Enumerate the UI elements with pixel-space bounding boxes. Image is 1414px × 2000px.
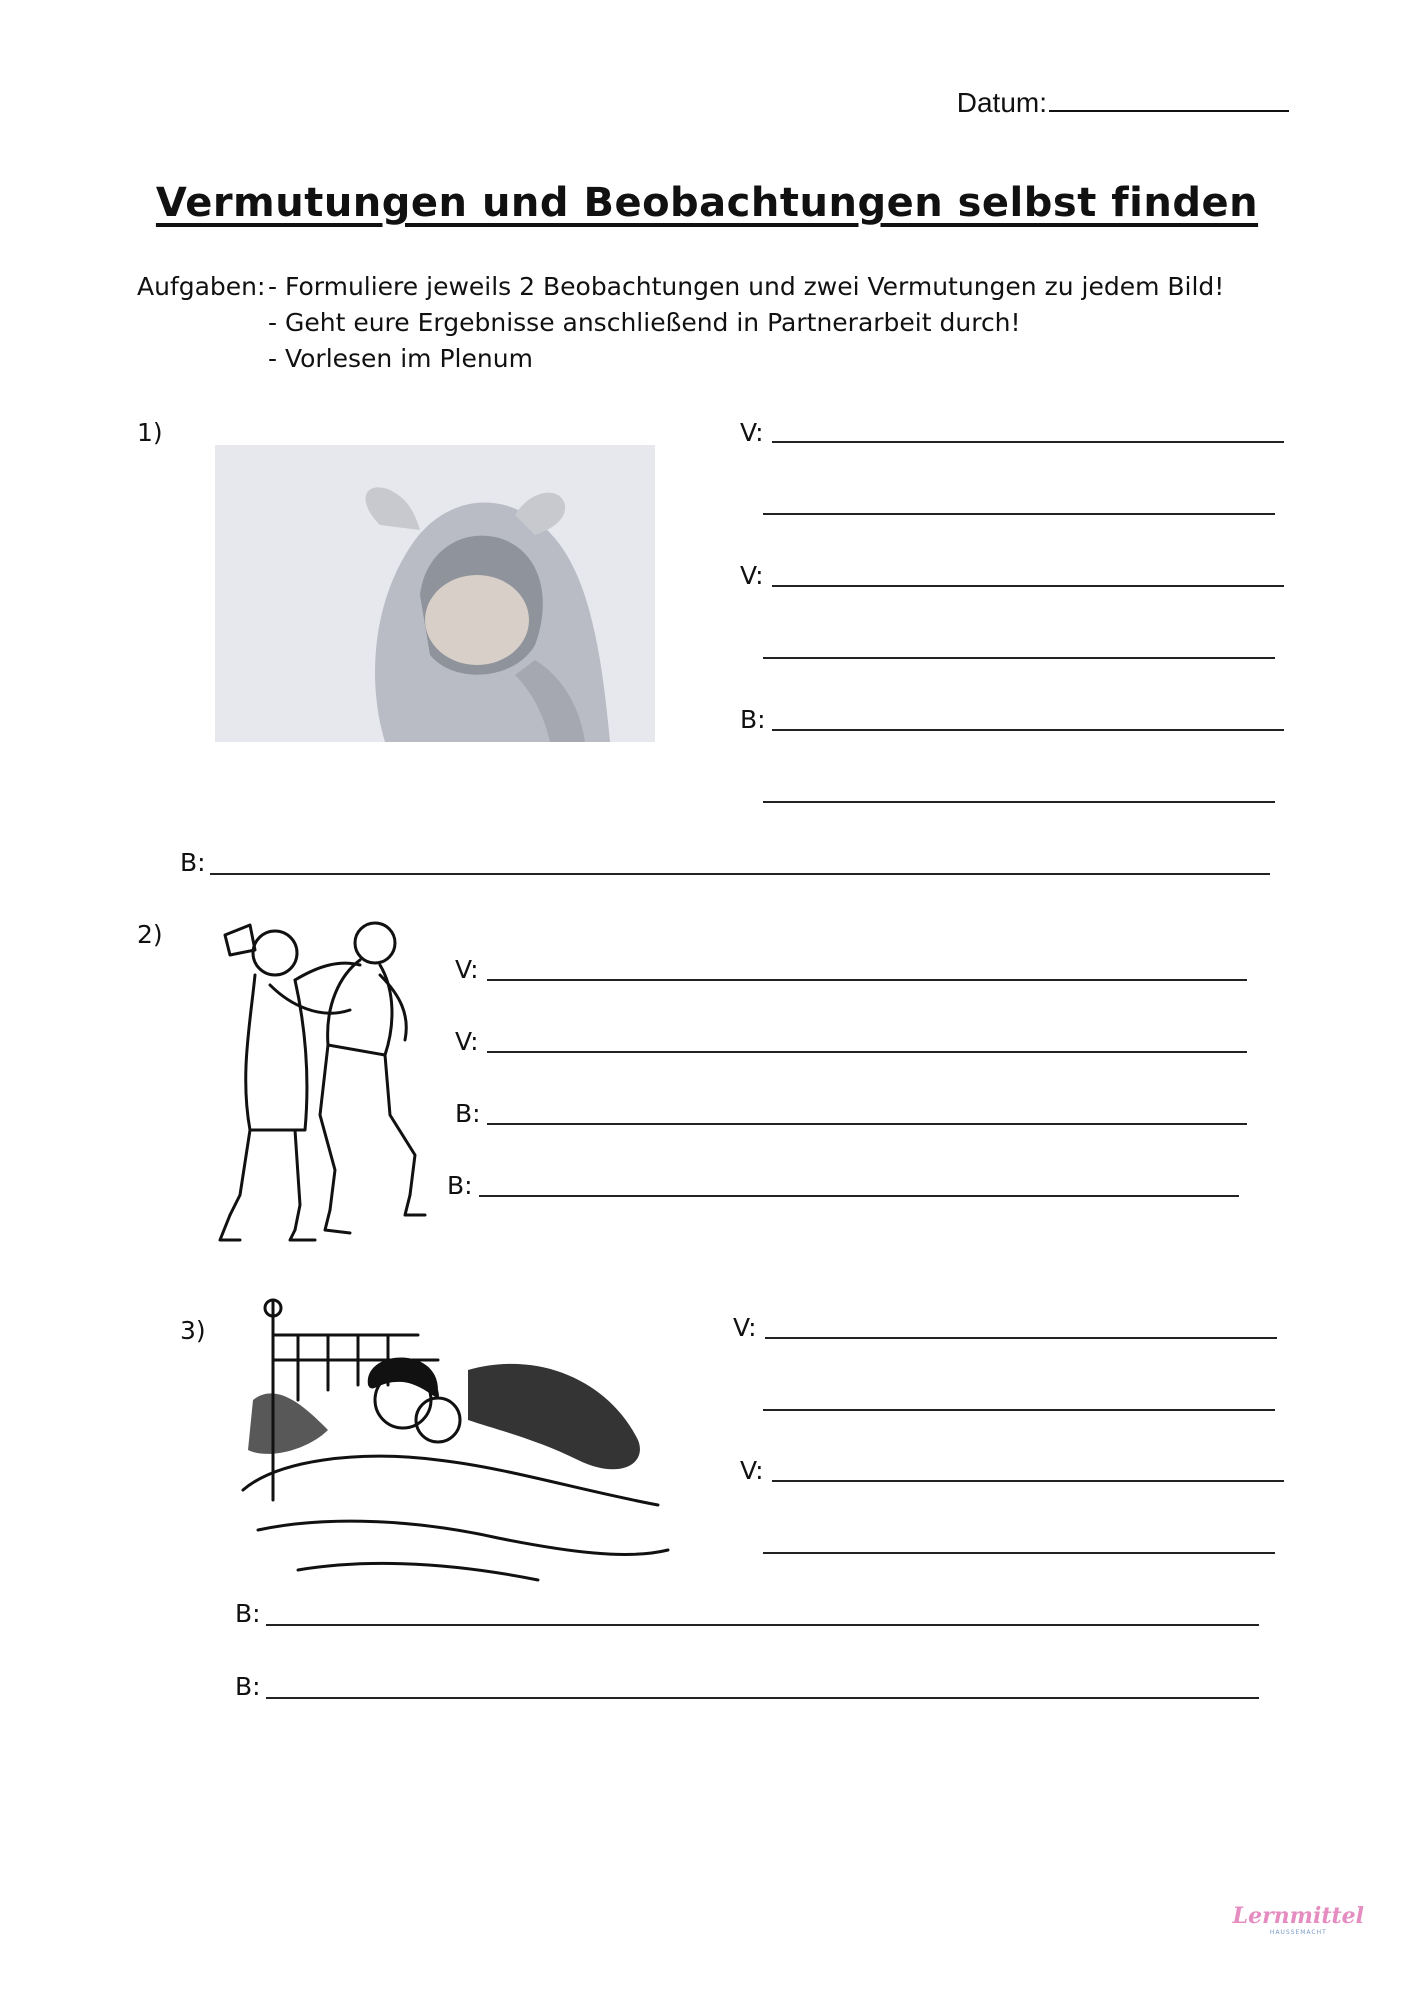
section-2-b2-label: B: xyxy=(447,1171,473,1200)
section-1-v1-label: V: xyxy=(740,418,764,447)
date-label: Datum: xyxy=(956,87,1047,118)
section-1-number: 1) xyxy=(137,418,163,447)
section-3-v2-label: V: xyxy=(740,1456,764,1485)
section-2-v2-label: V: xyxy=(455,1027,479,1056)
section-2-v1-line[interactable] xyxy=(487,979,1247,981)
illustration-children-scuffle-icon xyxy=(210,915,430,1245)
section-3-v1-line-2[interactable] xyxy=(763,1409,1275,1411)
section-3-v2-line-2[interactable] xyxy=(763,1552,1275,1554)
section-3-v2-line[interactable] xyxy=(772,1480,1284,1482)
section-1-v2-line-2[interactable] xyxy=(763,657,1275,659)
section-1-v1-line[interactable] xyxy=(772,441,1284,443)
section-2-b2-line[interactable] xyxy=(479,1195,1239,1197)
section-3-b1-line[interactable] xyxy=(266,1624,1259,1626)
date-input-line[interactable] xyxy=(1049,86,1289,112)
section-1-b2-line[interactable] xyxy=(210,873,1270,875)
section-2-v2-line[interactable] xyxy=(487,1051,1247,1053)
tasks-intro: Aufgaben: xyxy=(137,272,266,301)
section-3-b1-label: B: xyxy=(235,1599,261,1628)
photo-child-hoodie-icon xyxy=(215,445,655,742)
section-1-b1-line[interactable] xyxy=(772,729,1284,731)
section-1-v2-label: V: xyxy=(740,561,764,590)
section-1-b1-label: B: xyxy=(740,705,766,734)
section-3-v1-label: V: xyxy=(733,1313,757,1342)
logo-text: Lernmittel xyxy=(1232,1903,1364,1929)
task-item-2: - Geht eure Ergebnisse anschließend in Partnerarbeit durch! xyxy=(268,308,1021,337)
date-field xyxy=(957,86,1289,119)
task-item-3: - Vorlesen im Plenum xyxy=(268,344,533,373)
section-1-b2-label: B: xyxy=(180,848,206,877)
section-3-b2-label: B: xyxy=(235,1672,261,1701)
logo-subtext: HAUSSEMACHT xyxy=(1269,1929,1327,1936)
section-2-b1-label: B: xyxy=(455,1099,481,1128)
task-item-1: - Formuliere jeweils 2 Beobachtungen und zwei Vermutungen zu jedem Bild! xyxy=(268,272,1225,301)
section-1-v1-line-2[interactable] xyxy=(763,513,1275,515)
section-2-b1-line[interactable] xyxy=(487,1123,1247,1125)
section-3-b2-line[interactable] xyxy=(266,1697,1259,1699)
section-1-v2-line[interactable] xyxy=(772,585,1284,587)
illustration-children-in-bed-icon xyxy=(238,1290,683,1590)
section-3-number: 3) xyxy=(180,1316,206,1345)
section-2-number: 2) xyxy=(137,920,163,949)
section-1-b1-line-2[interactable] xyxy=(763,801,1275,803)
page-title: Vermutungen und Beobachtungen selbst finden xyxy=(155,180,1259,226)
lernmittel-logo-icon xyxy=(1233,1905,1364,1936)
section-3-v1-line[interactable] xyxy=(765,1337,1277,1339)
section-2-v1-label: V: xyxy=(455,955,479,984)
